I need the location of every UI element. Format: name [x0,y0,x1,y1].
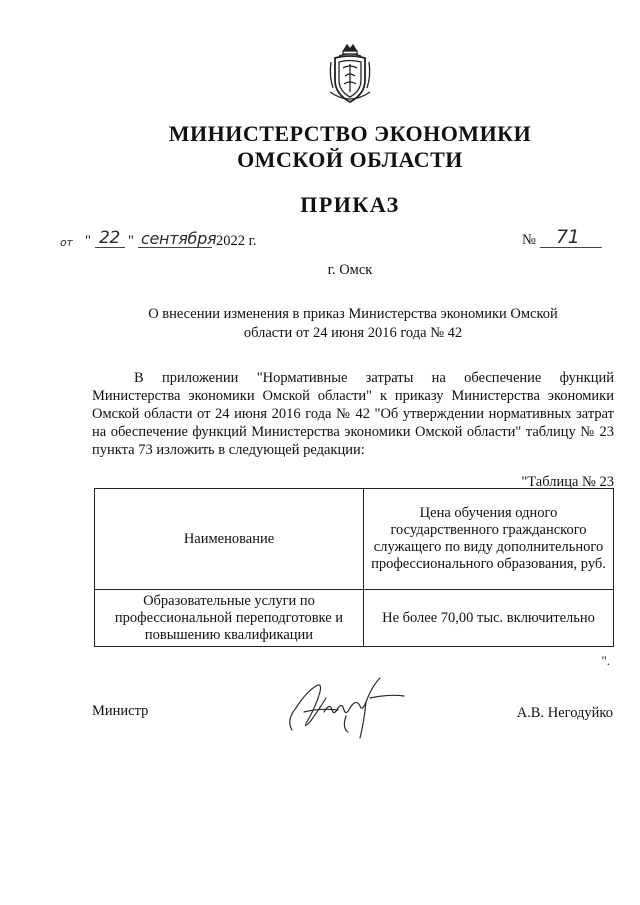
signatory-name: А.В. Негодуйко [516,705,613,721]
signature-icon [280,672,410,740]
city: г. Омск [327,262,373,278]
table-header-row [95,489,614,590]
ministry-name-line1: МИНИСТЕРСТВО ЭКОНОМИКИ [168,121,532,146]
table-row [95,590,614,647]
order-number: 71 [556,226,580,248]
coat-of-arms-icon [327,42,373,106]
day-underline [95,247,125,248]
table-caption: "Таблица № 23 [521,474,614,490]
signatory-position: Министр [92,703,149,719]
quote-open: " [85,233,91,249]
date-prefix: от [60,236,73,249]
subject-line1: О внесении изменения в приказ Министерства экономики Омской [148,306,558,322]
ministry-name-line2: ОМСКОЙ ОБЛАСТИ [237,147,463,172]
cost-table [94,488,614,647]
table-closing-quote: ". [601,653,610,668]
header-cell-price: Цена обучения одного государственного гражданского служащего по виду дополнительного профессионального образования, руб. [364,489,614,590]
number-underline [540,247,602,248]
document-type: ПРИКАЗ [300,192,400,217]
subject-line2: области от 24 июня 2016 года № 42 [243,325,463,341]
order-number-label: № [522,232,536,248]
header-cell-name: Наименование [95,489,364,590]
cell-price-value: Не более 70,00 тыс. включительно [364,590,614,647]
month-underline [138,247,212,248]
quote-close: " [128,233,134,249]
body-paragraph: В приложении "Нормативные затраты на обеспечение функций Министерства экономики Омской области" к приказу Министерства экономики Омской области от 24 июня 2016 года № 42 "Об утверждении нормативных затрат на обеспечение функций Министерства экономики Омской области" таблицу № 23 пункта 73 изложить в следующей редакции: [92,370,614,458]
cell-service-name: Образовательные услуги по профессиональной переподготовке и повышению квалификации [95,590,364,647]
date-day: 22 [99,228,121,248]
order-subject [92,305,614,343]
date-month: сентября [141,229,217,248]
date-year: 2022 г. [216,233,257,249]
